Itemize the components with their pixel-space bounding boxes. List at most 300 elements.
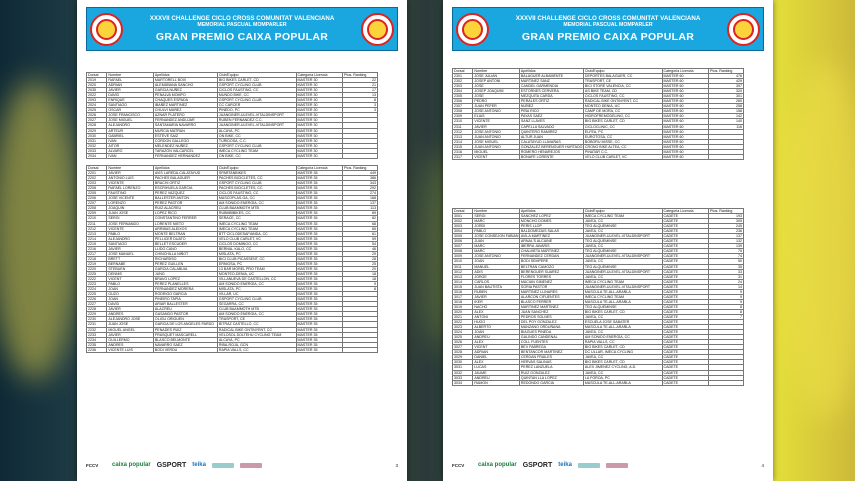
cell-apellidos: PENALVA MOMPO [153, 93, 217, 98]
column-header-club: Club/Equipo [583, 69, 662, 74]
cell-apellidos: ALTUR JUAN [519, 134, 583, 139]
cell-club: BOBORU MISSE, CC [583, 139, 662, 144]
cell-club: IMECA CYCLING TEAM [217, 148, 296, 153]
cell-apellidos: CERDAN FRAILES [519, 355, 583, 360]
cell-club: HIDROFREMODELING, CC [583, 114, 662, 119]
cell-dorsal: 2026 [87, 113, 107, 118]
cell-apellidos: PEDROS SOLNES [519, 314, 583, 319]
cell-ptos: 29 [343, 251, 378, 256]
cell-club: DC ULLAR- IMECA CYCLING [583, 350, 662, 355]
cell-nombre: ALEX [473, 360, 520, 365]
cell-apellidos: CAPELLA SALVADO [519, 124, 583, 129]
cell-apellidos: AVIS LAREDA-CALATAYUD [153, 171, 217, 176]
cell-ptos: 142 [709, 114, 744, 119]
cell-categoria: MASTER 30 [296, 128, 343, 133]
cell-dorsal: 2032 [87, 143, 107, 148]
cell-nombre: OSCAR [107, 108, 154, 113]
cell-apellidos: ALARCON CIFUENTES [519, 294, 583, 299]
cell-club: JAVEA, CC [583, 330, 662, 335]
page-footer [86, 457, 398, 473]
cell-categoria: CADETE [662, 365, 709, 370]
cell-apellidos: CHALMETA MARTINEZ [519, 249, 583, 254]
cell-club: RUBEN FERNANDEZ C.C. [217, 118, 296, 123]
cell-dorsal: 2022 [87, 93, 107, 98]
cell-dorsal: 3009 [453, 254, 473, 259]
cell-ptos: 13 [343, 93, 378, 98]
club-logo-left [456, 13, 489, 46]
cell-apellidos: BLASCO BELMONTE [153, 337, 217, 342]
cell-categoria: CADETE [662, 289, 709, 294]
cell-club: PINATAR C.C. [583, 149, 662, 154]
cell-nombre: JOSE CONSEJON FABIAN [474, 234, 519, 239]
cell-ptos: 31 [709, 274, 744, 279]
cell-apellidos: RUIZ ALACREU [153, 206, 217, 211]
cell-nombre: BRETT [107, 256, 154, 261]
cell-apellidos: REDONDO GARCIA [519, 380, 583, 385]
cell-categoria: MASTER 35 [296, 302, 343, 307]
cell-dorsal: 2228 [87, 307, 107, 312]
cell-ptos: 320 [709, 89, 744, 94]
cell-dorsal: 2213 [87, 231, 107, 236]
cell-categoria: MASTER 35 [296, 191, 343, 196]
cell-dorsal: 2312 [453, 129, 473, 134]
cell-categoria: CADETE [662, 320, 709, 325]
cell-apellidos: COLL FUENTES [519, 340, 583, 345]
sponsor-gsport: GSPORT [522, 461, 553, 469]
cell-apellidos: IBAÑEZ MARTINEZ [153, 103, 217, 108]
cell-apellidos: PIÑA RICO [519, 109, 583, 114]
cell-dorsal: 2220 [87, 266, 107, 271]
cell-club: TEG ALQUEMINSE [583, 239, 662, 244]
cell-dorsal: 2210 [87, 216, 107, 221]
cell-dorsal: 2306 [453, 99, 473, 104]
cell-apellidos: BELTRAN CAMOZO [519, 264, 583, 269]
cell-apellidos: BERENGUER SUAREZ [519, 269, 583, 274]
cell-dorsal: 2314 [453, 139, 473, 144]
document-page-right [443, 0, 773, 481]
cell-club: PACHES BICICLETES, CC [217, 186, 296, 191]
cell-dorsal: 2209 [87, 211, 107, 216]
cell-dorsal: 3004 [453, 229, 473, 234]
cell-nombre: JOSEP JOAQUIM [473, 89, 520, 94]
cell-dorsal: 3007 [453, 244, 473, 249]
cell-club: JAVEA, CC [583, 370, 662, 375]
cell-ptos: 7 [709, 314, 744, 319]
cell-club: MONTEO DENIA, UC [583, 104, 662, 109]
cell-apellidos: NAVARRO SAEZ [153, 342, 217, 347]
cell-nombre: NACHO [473, 304, 520, 309]
cell-ptos: 140 [709, 119, 744, 124]
cell-club: TURIDOSA, C.C. [217, 138, 296, 143]
cell-club: ALEX JIMENEZ CYCLING, A.D. [583, 365, 662, 370]
cell-club: CRONO BIKE ALTEA, CC [583, 144, 662, 149]
cell-dorsal: 3013 [453, 274, 473, 279]
cell-nombre: VICENT [473, 154, 520, 159]
cell-club: BIG BIKES CARLET, CD [583, 119, 662, 124]
cell-nombre: GABRIEL [107, 133, 154, 138]
cell-dorsal: 3029 [453, 355, 473, 360]
cell-categoria: MASTER 35 [296, 297, 343, 302]
cell-nombre: JOSE ANTONIO [473, 254, 520, 259]
cell-categoria: MASTER 30 [296, 88, 343, 93]
cell-dorsal: 3006 [453, 239, 473, 244]
cell-categoria: MASTER 30 [296, 98, 343, 103]
cell-nombre: ANTONI [473, 314, 520, 319]
cell-ptos: 21 [343, 83, 378, 88]
cell-nombre: JOSE ANTONIO [473, 129, 520, 134]
cell-nombre: JOSE [473, 84, 520, 89]
cell-apellidos: ARIAR BALLESTER [153, 302, 217, 307]
cell-apellidos: BLASCO FERRER [519, 299, 583, 304]
cell-nombre: AITOR [107, 143, 154, 148]
cell-dorsal: 2231 [87, 322, 107, 327]
column-header-dorsal: Dorsal [453, 209, 473, 214]
cell-categoria: MASTER 60 [662, 134, 709, 139]
club-logo-right [361, 13, 394, 46]
cell-apellidos: BENTANCOR MARTINEZ [519, 350, 583, 355]
cell-apellidos: PACHES BALAGUER [153, 176, 217, 181]
cell-nombre: JAUME [473, 370, 520, 375]
cell-club: JUANGINER-ULEVEL-VITALDINSPORT [217, 123, 296, 128]
cell-ptos: 139 [709, 244, 744, 249]
cell-nombre: SERGI [473, 214, 520, 219]
cell-dorsal: 2201 [87, 171, 107, 176]
cell-apellidos: BALDOMEZAIS SALAS [519, 229, 583, 234]
cell-dorsal: 3024 [453, 330, 473, 335]
cell-club: BICI CLUB PICASSENT, CC [217, 256, 296, 261]
cell-dorsal: 2229 [87, 312, 107, 317]
cell-categoria: CADETE [662, 234, 709, 239]
cell-categoria: MASTER 30 [296, 113, 343, 118]
cell-apellidos: CHINCHILLA NIÑOT [153, 251, 217, 256]
cell-dorsal: 2215 [87, 241, 107, 246]
cell-categoria: MASTER 30 [296, 143, 343, 148]
cell-categoria: CADETE [662, 249, 709, 254]
cell-dorsal: 2093 [87, 98, 107, 103]
cell-nombre: ARTEUR [107, 128, 154, 133]
cell-categoria: MASTER 35 [296, 266, 343, 271]
cell-categoria: CADETE [662, 229, 709, 234]
cell-club: BERNIA- KALO, CC [217, 246, 296, 251]
cell-club: BIG BIKES CARLET, CD [583, 309, 662, 314]
cell-apellidos: MELENDEZ NUÑEZ [153, 143, 217, 148]
cell-ptos: 8 [709, 309, 744, 314]
cell-apellidos: BRACHI ORTIZ [153, 181, 217, 186]
cell-apellidos: BEV FABREGA [519, 345, 583, 350]
cell-dorsal: 2303 [453, 84, 473, 89]
column-header-dorsal: Dorsal [453, 69, 473, 74]
cell-categoria: MASTER 35 [296, 181, 343, 186]
cell-dorsal: 2020 [87, 83, 107, 88]
cell-club: RIBA-ROJA, GCN [217, 342, 296, 347]
table-row [87, 347, 378, 352]
cell-dorsal: 3019 [453, 304, 473, 309]
cell-dorsal: 2234 [87, 337, 107, 342]
cell-categoria: MASTER 35 [296, 196, 343, 201]
cell-ptos: 168 [343, 196, 378, 201]
cell-ptos: 54 [343, 241, 378, 246]
cell-categoria: CADETE [662, 360, 709, 365]
cell-club: JAVEA, CC [583, 244, 662, 249]
cell-nombre: IKER [473, 299, 520, 304]
cell-categoria: CADETE [662, 380, 709, 385]
document-page-left [77, 0, 407, 481]
cell-dorsal: 2225 [87, 271, 107, 276]
cell-apellidos: ALACREU [153, 307, 217, 312]
cell-club: TRASPORT, CE [583, 79, 662, 84]
cell-nombre: PABLO [107, 231, 154, 236]
cell-nombre: JAVIER [473, 294, 520, 299]
cell-ptos: 20 [343, 266, 378, 271]
cell-apellidos: ARRIBAS ALEIXOS [153, 226, 217, 231]
column-header-ptos: Ptos. Ranking [709, 69, 744, 74]
cell-categoria: MASTER 35 [296, 347, 343, 352]
cell-apellidos: PEREZ GUILLEN [153, 261, 217, 266]
cell-ptos: 397 [709, 84, 744, 89]
cell-club: ERNIOSA, PC [217, 261, 296, 266]
cell-categoria: MASTER 60 [662, 149, 709, 154]
cell-club: AM SONIDO ENERGÍA, CC [217, 312, 296, 317]
cell-apellidos: MARTINEZ SANZ [519, 79, 583, 84]
cell-ptos: 24 [709, 279, 744, 284]
cell-dorsal: 2316 [453, 149, 473, 154]
cell-categoria: MASTER 35 [296, 201, 343, 206]
cell-club: MISLATA, PC [217, 251, 296, 256]
cell-apellidos: BODI SEMPERE [519, 259, 583, 264]
cell-nombre: PEDRO [473, 99, 520, 104]
cell-dorsal: 2304 [453, 89, 473, 94]
cell-categoria: CADETE [662, 304, 709, 309]
page-number: 3 [395, 462, 398, 468]
cell-club: TEG ALQUEMINSE [583, 249, 662, 254]
cell-ptos: 476 [709, 74, 744, 79]
cell-nombre: JOSEP ANTONI [473, 79, 520, 84]
cell-ptos: 113 [343, 206, 378, 211]
cell-ptos: 61 [343, 231, 378, 236]
cell-dorsal: 2206 [87, 196, 107, 201]
cell-club: GSPORT CYCLING CLUB [217, 98, 296, 103]
cell-club: AM SONIDO ENERGÍA, CC [583, 335, 662, 340]
cell-dorsal: 2233 [87, 332, 107, 337]
cell-ptos: 89 [343, 211, 378, 216]
cell-ptos: 3 [343, 108, 378, 113]
cell-apellidos: CALATAYUD LLAVAÑAS [519, 139, 583, 144]
cell-club: MASCULA TE-ALL-ARAÑLA [583, 299, 662, 304]
cell-categoria: CADETE [662, 254, 709, 259]
cell-categoria: MASTER 35 [296, 251, 343, 256]
column-header-categoria: Categoría Licencia [296, 73, 343, 78]
cell-nombre: JOSE MIGUEL [473, 139, 520, 144]
cell-apellidos: TARAZON VALCARCEL [153, 148, 217, 153]
cell-club: JUANGINER-ULEVEL-VITALDINSPORT [583, 234, 662, 239]
cell-club: BICI STORE VALENCIA, CC [583, 84, 662, 89]
cell-categoria: CADETE [662, 224, 709, 229]
cell-dorsal: 2311 [453, 124, 473, 129]
cell-nombre: IVAN [107, 153, 154, 158]
cell-nombre: VICENT [473, 345, 520, 350]
cell-ptos: 274 [343, 191, 378, 196]
cell-apellidos: BONAFE LORENTE [519, 154, 583, 159]
cell-club: MONTEO-DENIA, UC [217, 271, 296, 276]
cell-nombre: ANDREU [473, 375, 520, 380]
cell-dorsal: 2308 [453, 109, 473, 114]
cell-apellidos: GARCIA DE LOS ANGELES PARDO [153, 322, 217, 327]
cell-apellidos: HERVAS SALINAS [519, 360, 583, 365]
cell-dorsal: 3011 [453, 264, 473, 269]
cell-apellidos: OLIGU ORIGUEN [153, 317, 217, 322]
cell-categoria: CADETE [662, 309, 709, 314]
cadete-table [452, 208, 744, 386]
cell-apellidos: FERNANDEZ MORERA [153, 287, 217, 292]
cell-categoria: CADETE [662, 294, 709, 299]
cell-nombre: JOAN [107, 297, 154, 302]
cell-nombre: VICENT [107, 277, 154, 282]
cell-apellidos: SANCHEZ LOPEZ [519, 214, 583, 219]
footer-fccv: FCCV [86, 462, 99, 468]
cell-dorsal: 2034 [87, 153, 107, 158]
cell-club: IMECA CYCLING TEAM [217, 226, 296, 231]
cell-ptos: 9 [343, 282, 378, 287]
cell-nombre: JOSE FERNANDO [107, 221, 154, 226]
column-header-categoria: Categoría Licencia [662, 209, 709, 214]
cell-nombre: JAVIER [107, 332, 154, 337]
cell-dorsal: 3003 [453, 224, 473, 229]
cell-club: SERACE, CC [217, 216, 296, 221]
cell-nombre: SERGI [107, 216, 154, 221]
cell-apellidos: PENADES RUIZ [153, 327, 217, 332]
cell-dorsal: 3032 [453, 370, 473, 375]
cell-nombre: ELIAS [473, 114, 520, 119]
cell-dorsal: 3008 [453, 249, 473, 254]
cell-categoria: MASTER 35 [296, 211, 343, 216]
banner-subtitle: MEMORIAL PASCUAL MOMPARLER [197, 21, 287, 28]
cell-categoria: MASTER 35 [296, 231, 343, 236]
cell-dorsal: 2230 [87, 317, 107, 322]
cell-dorsal: 3030 [453, 360, 473, 365]
cell-dorsal: 2216 [87, 246, 107, 251]
cell-categoria: MASTER 60 [662, 109, 709, 114]
cell-nombre: JUAN PEFER [473, 104, 520, 109]
column-header-nombre: Nombre [107, 166, 154, 171]
cell-nombre: ANTONIO LUIS [107, 176, 154, 181]
cell-nombre: JOSE MANUEL [107, 251, 154, 256]
cell-nombre: ALBERTO [473, 325, 520, 330]
cell-nombre: JORDI [473, 224, 520, 229]
cell-categoria: MASTER 30 [296, 83, 343, 88]
cell-categoria: MASTER 35 [296, 236, 343, 241]
cell-club: VILLANUEVA DE CASTELLON, CC [217, 277, 296, 282]
master35-table [86, 165, 378, 353]
cell-nombre: VICENTE [473, 119, 520, 124]
cell-apellidos: JUNG [153, 271, 217, 276]
cell-club: JUANGINER-ULEVEL-VITALDINSPORT [583, 284, 662, 289]
cell-nombre: JOAN [473, 330, 520, 335]
cell-ptos: 25 [343, 261, 378, 266]
cell-nombre: DANIEL [473, 355, 520, 360]
sponsor-logo-strip [212, 463, 234, 468]
cell-nombre: DENNIS [107, 271, 154, 276]
cell-dorsal: 2305 [453, 94, 473, 99]
cell-apellidos: MONCHO DOMES [519, 219, 583, 224]
cell-nombre: GUZO [107, 292, 154, 297]
cell-nombre: ALEX [473, 309, 520, 314]
cell-apellidos: GONZALEZ BERENGUER HURTADO [520, 144, 583, 149]
cell-dorsal: 3025 [453, 335, 473, 340]
cell-apellidos: MARTINEZ MARTINEZ [519, 304, 583, 309]
cell-nombre: STEBUEN [107, 266, 154, 271]
cell-club: MASCOPLAS-GA, CC [217, 196, 296, 201]
cell-apellidos: FERNANDEZ HERNANDEZ [153, 153, 217, 158]
cell-dorsal: 3022 [453, 320, 473, 325]
cell-dorsal: 2208 [87, 206, 107, 211]
cell-categoria: CADETE [662, 335, 709, 340]
cell-nombre: ADRIAN [473, 350, 520, 355]
cell-apellidos: BALLESTER ANTON [153, 196, 217, 201]
cell-nombre: ANDREU [473, 335, 520, 340]
cell-nombre: ALVARO [107, 148, 154, 153]
cell-ptos: 305 [709, 219, 744, 224]
cell-categoria: CADETE [662, 314, 709, 319]
cell-categoria: CADETE [662, 325, 709, 330]
cell-club: PACHES BICICLETES, CC [217, 176, 296, 181]
cell-ptos: 193 [709, 214, 744, 219]
cell-categoria: MASTER 30 [296, 108, 343, 113]
cell-dorsal: 2033 [87, 148, 107, 153]
cell-categoria: CADETE [662, 345, 709, 350]
column-header-apellidos: Apellidos [519, 69, 583, 74]
cell-dorsal: 2302 [453, 79, 473, 84]
cell-apellidos: ESCRIHUELA GARCIA [153, 186, 217, 191]
cell-categoria: CADETE [662, 279, 709, 284]
cell-apellidos: MEZQUITA CARDA [519, 94, 583, 99]
club-logo-left [90, 13, 123, 46]
cell-categoria: MASTER 35 [296, 317, 343, 322]
cell-apellidos: PEREZ LANZUELA [519, 365, 583, 370]
cell-club: VILLAR, UC [217, 292, 296, 297]
cell-categoria: CADETE [662, 355, 709, 360]
cell-dorsal: 2226 [87, 297, 107, 302]
cell-club: TRASPORT, CE [217, 317, 296, 322]
cell-ptos [343, 347, 378, 352]
cell-categoria: MASTER 30 [296, 133, 343, 138]
cell-ptos: 280 [709, 99, 744, 104]
cell-apellidos: GASANDO PASTOR [153, 312, 217, 317]
cell-club: VELO CLUB CARLET, VC [583, 154, 662, 159]
column-header-categoria: Categoría Licencia [296, 166, 343, 171]
cell-apellidos: PELLICER DUATO [153, 236, 217, 241]
cell-dorsal: 2203 [87, 181, 107, 186]
cell-nombre: SANTIAGO [107, 103, 154, 108]
cell-categoria: MASTER 60 [662, 99, 709, 104]
cell-nombre: IVAN [107, 138, 154, 143]
cell-nombre: JUAN ANTONIO [473, 134, 520, 139]
cell-ptos: 9 [709, 299, 744, 304]
cell-ptos: 9 [709, 294, 744, 299]
cell-club: CICLOS FAUSTINO, CC [217, 88, 296, 93]
column-header-ptos: Ptos. Ranking [343, 166, 378, 171]
cell-dorsal: 2019 [87, 78, 107, 83]
cell-nombre: ENRIQUE [107, 98, 154, 103]
cell-club: AS BIKE TEAM, CD [583, 89, 662, 94]
cell-ptos: 158 [709, 109, 744, 114]
cell-club: MASCULA TE-ALL-ARAÑLA [583, 325, 662, 330]
cell-categoria: MASTER 35 [296, 246, 343, 251]
cell-club: ALCAYA, PC [217, 337, 296, 342]
cell-ptos: 59 [343, 236, 378, 241]
cell-ptos: 22 [343, 78, 378, 83]
cell-apellidos: CHAQUES ESPADA [153, 98, 217, 103]
cell-nombre: MARC [473, 249, 520, 254]
